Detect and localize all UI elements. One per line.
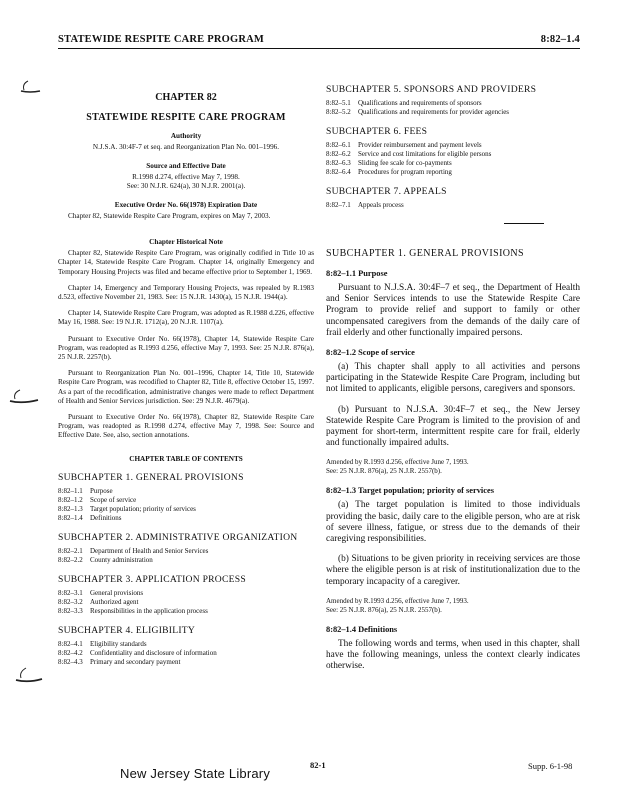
toc-entry-title: Sliding fee scale for co-payments — [358, 159, 452, 167]
section-1-2-a: (a) This chapter shall apply to all activities and persons participating in the Statewide Respite Care Program, including but not limited to applicants, eligible persons, caregivers and sponsors. — [326, 362, 580, 395]
toc-entry — [326, 108, 580, 117]
toc-title: CHAPTER TABLE OF CONTENTS — [129, 454, 243, 463]
toc-entry — [58, 589, 314, 598]
toc-section-list — [58, 547, 314, 565]
amend-line: Amended by R.1993 d.256, effective June 7, 1993. — [326, 458, 469, 467]
toc-entry — [58, 514, 314, 523]
toc-entry — [58, 649, 314, 658]
section-1-3-amendment — [326, 597, 580, 615]
section-1-2-amendment — [326, 458, 580, 476]
toc-entry-title: Primary and secondary payment — [90, 657, 181, 666]
toc-entry-title: Confidentiality and disclosure of information — [90, 648, 217, 657]
margin-mark-1 — [18, 78, 44, 100]
section-1-2-b: (b) Pursuant to N.J.S.A. 30:4F–7 et seq., the New Jersey Statewide Respite Care Program is limited to the provision of and payment for short-term, intermittent respite care for frail, elderly and functionally impaired adults. — [326, 404, 580, 449]
toc-entry-title: Definitions — [90, 513, 122, 522]
section-1-1-text: Pursuant to N.J.S.A. 30:4F–7 et seq., the Department of Health and Senior Services intends to use the Statewide Respite Care Program to provide relief and support to family or other uncompensated caregivers from the demands of the daily care of frail elderly and other functionally impaired persons. — [326, 283, 580, 338]
toc-entry — [58, 607, 314, 616]
section-1-4-text: The following words and terms, when used in this chapter, shall have the following meanings, unless the context clearly indicates otherwise. — [326, 638, 580, 672]
section-1-3-b: (b) Situations to be given priority in receiving services are those where the eligible person is at risk of institutionalization due to the temporary incapacity of a caregiver. — [326, 554, 580, 587]
toc-entry-number: 8:82–1.4 — [58, 513, 83, 522]
toc-entry-number: 8:82–3.3 — [58, 606, 83, 615]
margin-mark-2 — [8, 388, 40, 412]
library-stamp: New Jersey State Library — [120, 766, 271, 781]
toc-subchapter-heading: SUBCHAPTER 1. GENERAL PROVISIONS — [58, 471, 244, 483]
toc-subchapter-heading: SUBCHAPTER 6. FEES — [326, 126, 428, 137]
toc-entry-number: 8:82–6.1 — [326, 141, 351, 149]
section-divider — [504, 223, 544, 224]
amend-line: See: 25 N.J.R. 876(a), 25 N.J.R. 2557(b). — [326, 605, 442, 614]
toc-entry-title: Purpose — [90, 486, 113, 495]
toc-section-list — [58, 487, 314, 523]
toc-entry — [58, 556, 314, 565]
authority-text: N.J.S.A. 30:4F-7 et seq. and Reorganization Plan No. 001–1996. — [92, 143, 280, 151]
toc-entry-number: 8:82–6.4 — [326, 168, 351, 176]
toc-entry-number: 8:82–1.2 — [58, 495, 83, 504]
section-1-3-a: (a) The target population is limited to those individuals providing the basic, daily care to the eligible person, who are at risk of severe illness, fatigue, or stress due to the demands of their caregiving responsibilities. — [326, 500, 580, 545]
toc-right — [326, 84, 580, 210]
toc-entry-title: Appeals process — [358, 201, 404, 209]
toc-entry-title: County administration — [90, 555, 153, 564]
toc-section-list — [326, 141, 580, 177]
toc-entry-title: Authorized agent — [90, 597, 139, 606]
chapter-number: CHAPTER 82 — [155, 92, 217, 103]
toc-entry — [326, 99, 580, 108]
toc-entry-number: 8:82–1.1 — [58, 486, 83, 495]
toc-entry-title: Service and cost limitations for eligible persons — [358, 150, 492, 158]
section-1-2-heading: 8:82–1.2 Scope of service — [326, 348, 415, 358]
toc-entry — [326, 141, 580, 150]
margin-mark-3 — [14, 666, 44, 690]
toc-entry-title: Procedures for program reporting — [358, 168, 452, 176]
toc-subchapter-heading: SUBCHAPTER 3. APPLICATION PROCESS — [58, 573, 246, 585]
toc-entry — [58, 505, 314, 514]
toc-entry-number: 8:82–7.1 — [326, 201, 351, 209]
history-para-6: Pursuant to Executive Order No. 66(1978), Chapter 82, Statewide Respite Care Program, was readopted as R.1998 d.274, effective May 7, 1998. See: Source and Effective Date. See, also, section annotations. — [58, 413, 314, 440]
toc-entry — [326, 201, 580, 210]
page-number: 82-1 — [310, 760, 326, 770]
toc-subchapter-heading: SUBCHAPTER 7. APPEALS — [326, 186, 447, 197]
toc-entry-number: 8:82–5.1 — [326, 99, 351, 107]
amend-line: See: 25 N.J.R. 876(a), 25 N.J.R. 2557(b). — [326, 467, 442, 476]
toc-entry — [58, 496, 314, 505]
toc-entry-title: Department of Health and Senior Services — [90, 546, 209, 555]
toc-entry-title: General provisions — [90, 588, 144, 597]
toc-entry-number: 8:82–6.2 — [326, 150, 351, 158]
left-column — [58, 84, 314, 667]
supplement-date: Supp. 6-1-98 — [528, 761, 573, 771]
toc-entry-number: 8:82–6.3 — [326, 159, 351, 167]
toc-entry — [58, 658, 314, 667]
toc-left — [58, 472, 314, 667]
history-para-3: Chapter 14, Statewide Respite Care Program, was adopted as R.1988 d.226, effective May 16, 1988. See: 19 N.J.R. 1712(a), 20 N.J.R. 1107(a). — [58, 309, 314, 327]
toc-entry — [326, 159, 580, 168]
history-para-2: Chapter 14, Emergency and Temporary Housing Projects, was repealed by R.1983 d.523, effective November 21, 1983. See: 15 N.J.R. 1430(a), 15 N.J.R. 1944(a). — [58, 283, 314, 302]
toc-entry-number: 8:82–4.1 — [58, 639, 83, 648]
source-heading: Source and Effective Date — [146, 162, 226, 170]
source-line-1: R.1998 d.274, effective May 7, 1998. — [132, 173, 240, 181]
source-line-2: See: 30 N.J.R. 624(a), 30 N.J.R. 2001(a). — [126, 182, 246, 190]
history-heading: Chapter Historical Note — [149, 238, 223, 247]
toc-entry — [326, 150, 580, 159]
eo-text: Chapter 82, Statewide Respite Care Program, expires on May 7, 2003. — [68, 212, 271, 220]
toc-section-list — [326, 99, 580, 117]
toc-subchapter-heading: SUBCHAPTER 5. SPONSORS AND PROVIDERS — [326, 84, 537, 95]
toc-entry-title: Eligibility standards — [90, 639, 147, 648]
amend-line: Amended by R.1993 d.256, effective June 7, 1993. — [326, 596, 469, 605]
toc-entry-title: Provider reimbursement and payment levels — [358, 141, 482, 149]
history-para-1: Chapter 82, Statewide Respite Care Program, was originally codified in Title 10 as Chapter 14, Statewide Respite Care Program. Chapter 14, originally Emergency and Temporary Housing Projects was filed and became effective prior to September 1, 1969. — [58, 249, 314, 276]
toc-entry-title: Responsibilities in the application process — [90, 606, 208, 615]
toc-entry-title: Target population; priority of services — [90, 504, 196, 513]
toc-entry-number: 8:82–4.3 — [58, 657, 83, 666]
right-column — [326, 84, 580, 681]
toc-entry-number: 8:82–5.2 — [326, 108, 351, 116]
toc-entry-number: 8:82–3.2 — [58, 597, 83, 606]
toc-entry-number: 8:82–2.2 — [58, 555, 83, 564]
running-header — [58, 34, 580, 49]
toc-entry-number: 8:82–2.1 — [58, 546, 83, 555]
toc-entry-number: 8:82–3.1 — [58, 588, 83, 597]
chapter-title: STATEWIDE RESPITE CARE PROGRAM — [86, 112, 286, 123]
toc-section-list — [58, 640, 314, 667]
authority-heading: Authority — [170, 132, 202, 140]
toc-entry — [58, 640, 314, 649]
section-1-4-heading: 8:82–1.4 Definitions — [326, 624, 398, 634]
section-1-1-heading: 8:82–1.1 Purpose — [326, 269, 388, 278]
toc-subchapter-heading: SUBCHAPTER 4. ELIGIBILITY — [58, 624, 196, 636]
toc-entry-number: 8:82–4.2 — [58, 648, 83, 657]
toc-entry-number: 8:82–1.3 — [58, 504, 83, 513]
header-code: 8:82–1.4 — [540, 34, 580, 45]
eo-heading: Executive Order No. 66(1978) Expiration Date — [114, 201, 258, 209]
toc-entry — [58, 598, 314, 607]
toc-entry-title: Qualifications and requirements for provider agencies — [358, 108, 510, 116]
toc-entry — [58, 547, 314, 556]
toc-section-list — [326, 201, 580, 210]
toc-section-list — [58, 589, 314, 616]
history-para-4: Pursuant to Executive Order No. 66(1978), Chapter 14, Statewide Respite Care Program, was readopted as R.1993 d.256, effective May 7, 1993. See: 25 N.J.R. 876(a), 25 N.J.R. 2257(b). — [58, 334, 314, 362]
toc-entry — [326, 168, 580, 177]
header-title: STATEWIDE RESPITE CARE PROGRAM — [58, 34, 265, 45]
history-para-5: Pursuant to Reorganization Plan No. 001–1996, Chapter 14, Title 10, Statewide Respite Care Program, was recodified to Chapter 82, Title 8, effective October 15, 1997. As a part of the recodification, administrative changes were made to reflect Department of Health and Senior Services jurisdiction. See: 29 N.J.R. 4679(a). — [58, 369, 314, 405]
toc-subchapter-heading: SUBCHAPTER 2. ADMINISTRATIVE ORGANIZATION — [58, 531, 298, 543]
subchapter-title: SUBCHAPTER 1. GENERAL PROVISIONS — [326, 248, 525, 259]
toc-entry — [58, 487, 314, 496]
section-1-3-heading: 8:82–1.3 Target population; priority of services — [326, 486, 494, 496]
toc-entry-title: Scope of service — [90, 495, 137, 504]
toc-entry-title: Qualifications and requirements of sponsors — [358, 99, 482, 107]
